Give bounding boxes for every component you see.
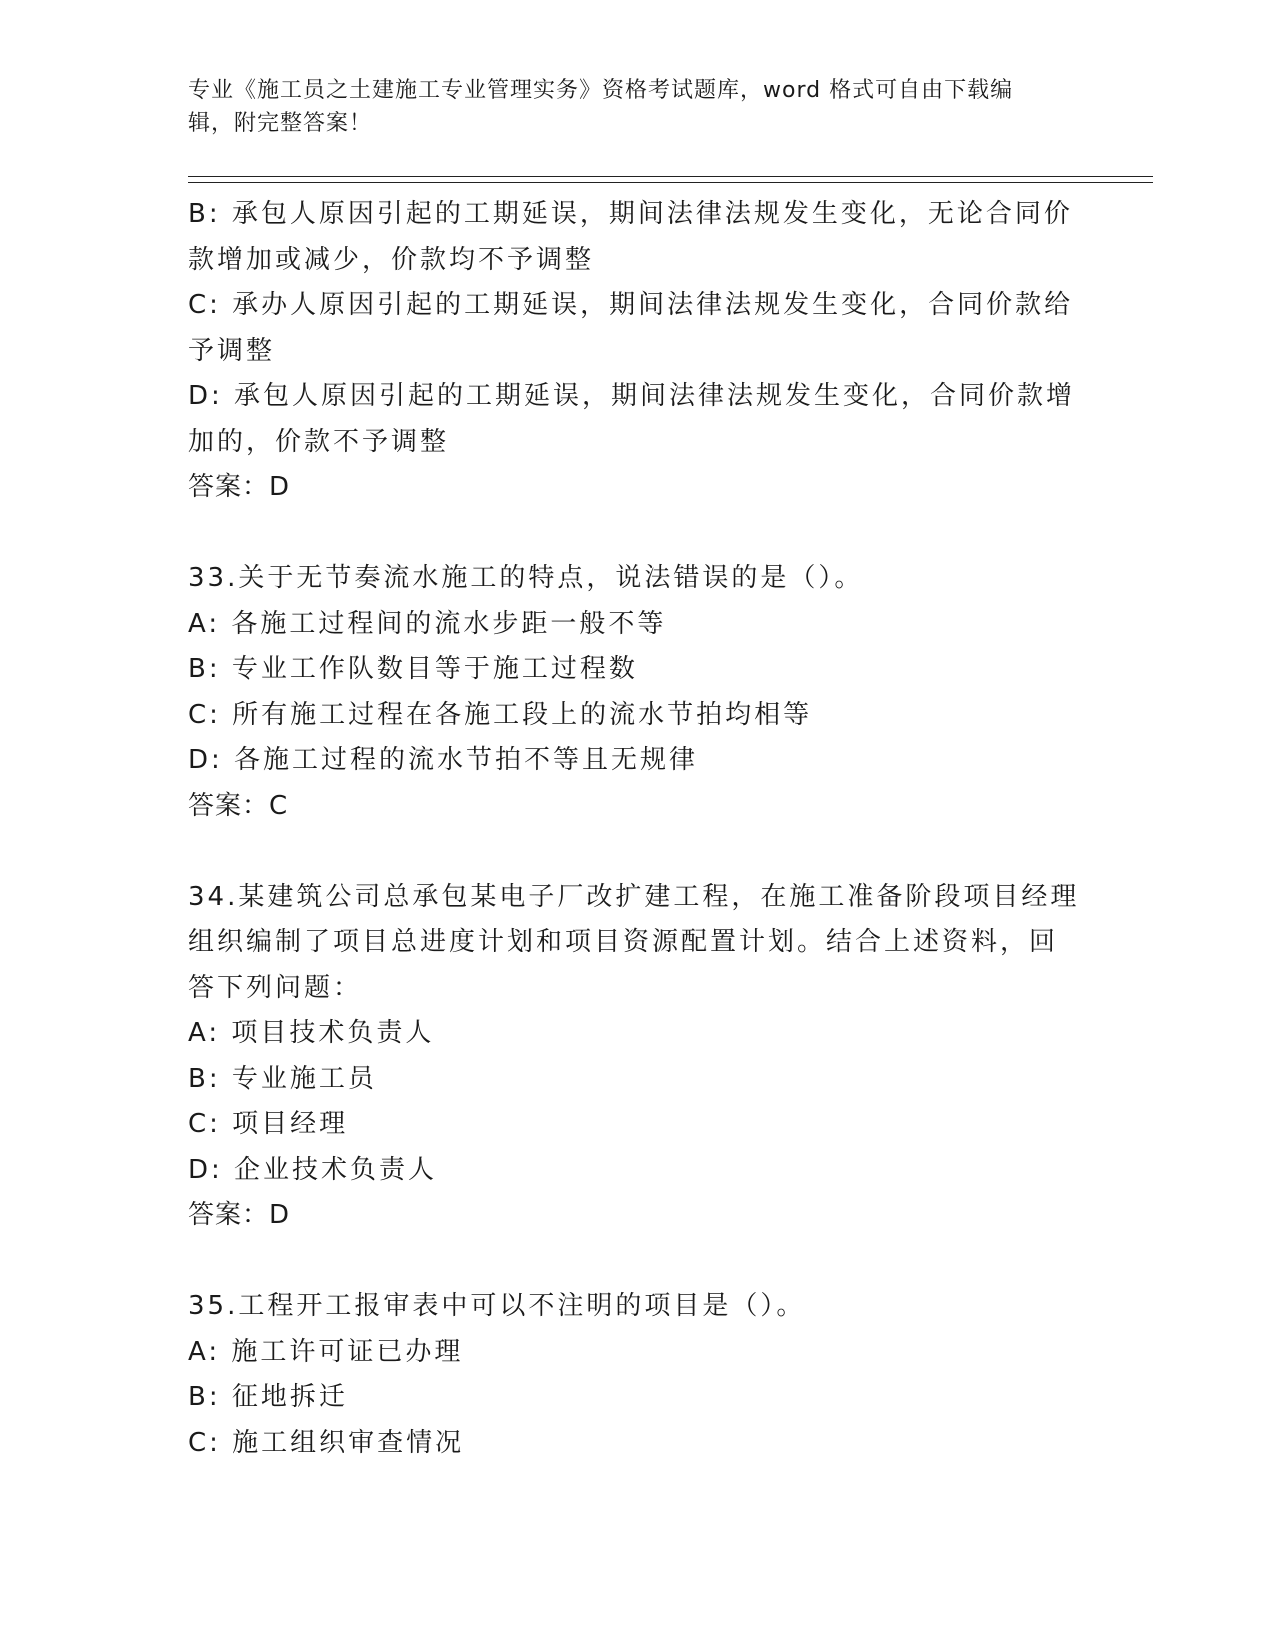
q33-option-b: B: 专业工作队数目等于施工过程数	[188, 654, 638, 684]
header-rule-bottom	[188, 182, 1153, 183]
q32-answer: 答案：D	[188, 472, 291, 502]
q33-option-a: A: 各施工过程间的流水步距一般不等	[188, 608, 667, 639]
q35-question: 35.工程开工报审表中可以不注明的项目是（）。	[188, 1291, 806, 1321]
q32-option-b-line-1: B: 承包人原因引起的工期延误，期间法律法规发生变化，无论合同价	[188, 199, 1073, 229]
header-line-1: 专业《施工员之土建施工专业管理实务》资格考试题库，word 格式可自由下载编	[188, 78, 1014, 103]
q34-option-b: B: 专业施工员	[188, 1063, 377, 1094]
q32-option-c-line-1: C: 承办人原因引起的工期延误，期间法律法规发生变化，合同价款给	[188, 290, 1074, 320]
header-line-2: 辑，附完整答案！	[188, 111, 373, 136]
header-rule-top	[188, 176, 1153, 177]
document-body	[188, 192, 1080, 1466]
q32-option-c-line-2: 予调整	[188, 335, 276, 366]
q32-option-d-line-1: D: 承包人原因引起的工期延误，期间法律法规发生变化，合同价款增	[188, 381, 1076, 411]
q33-question: 33.关于无节奏流水施工的特点，说法错误的是（）。	[188, 563, 864, 593]
spacer	[188, 829, 1068, 875]
q34-option-a: A: 项目技术负责人	[188, 1018, 435, 1048]
q34-question-line-3: 答下列问题：	[188, 972, 363, 1003]
q35-option-c: C: 施工组织审查情况	[188, 1427, 465, 1458]
q34-question-line-2: 组织编制了项目总进度计划和项目资源配置计划。结合上述资料，回	[188, 927, 1059, 957]
q34-question-line-1: 34.某建筑公司总承包某电子厂改扩建工程，在施工准备阶段项目经理	[188, 881, 1080, 912]
q35-option-b: B: 征地拆迁	[188, 1382, 348, 1412]
q34-option-d: D: 企业技术负责人	[188, 1154, 438, 1185]
q34-option-c: C: 项目经理	[188, 1109, 349, 1139]
q32-option-d-line-2: 加的，价款不予调整	[188, 426, 450, 457]
q32-option-b-line-2: 款增加或减少，价款均不予调整	[188, 244, 595, 275]
q35-option-a: A: 施工许可证已办理	[188, 1336, 464, 1367]
spacer	[188, 511, 1068, 557]
spacer	[188, 1239, 1068, 1285]
q33-answer: 答案：C	[188, 790, 289, 821]
q33-option-d: D: 各施工过程的流水节拍不等且无规律	[188, 745, 699, 775]
document-header	[188, 74, 1068, 140]
q34-answer: 答案：D	[188, 1200, 291, 1230]
q33-option-c: C: 所有施工过程在各施工段上的流水节拍均相等	[188, 699, 813, 730]
